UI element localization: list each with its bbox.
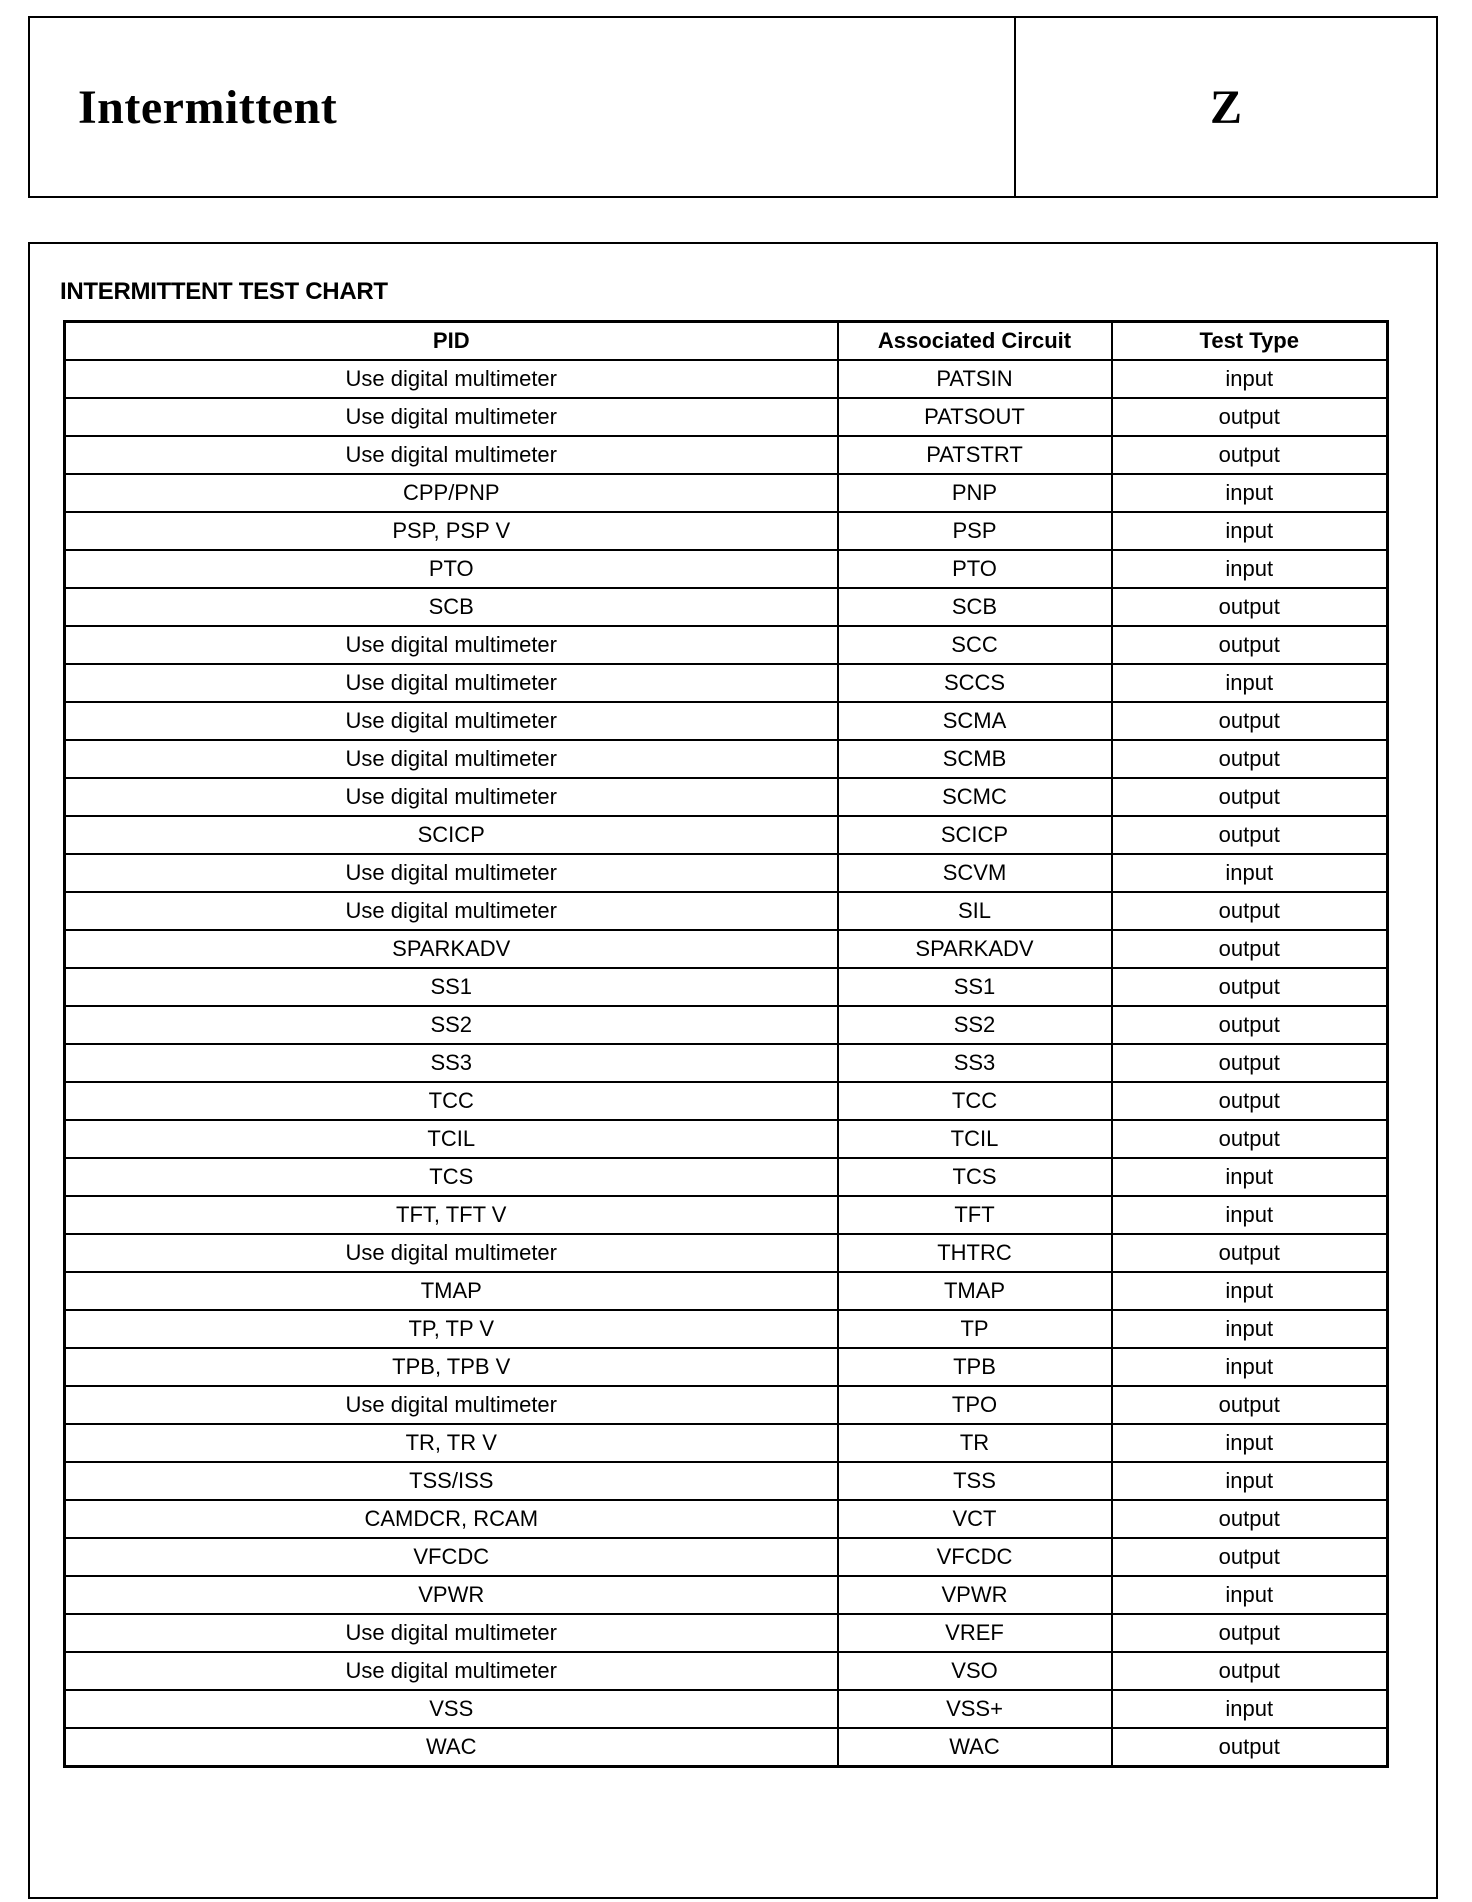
test-type-cell: input — [1112, 512, 1388, 550]
table-row — [65, 778, 1388, 816]
associated-circuit-cell: VCT — [838, 1500, 1112, 1538]
pid-cell: SCB — [65, 588, 838, 626]
associated-circuit-cell: TPB — [838, 1348, 1112, 1386]
table-row — [65, 854, 1388, 892]
table-row — [65, 930, 1388, 968]
associated-circuit-cell: PATSIN — [838, 360, 1112, 398]
pid-cell: TFT, TFT V — [65, 1196, 838, 1234]
test-type-cell: input — [1112, 664, 1388, 702]
intermittent-test-table — [63, 320, 1389, 1768]
pid-cell: CAMDCR, RCAM — [65, 1500, 838, 1538]
pid-cell: Use digital multimeter — [65, 1234, 838, 1272]
table-row — [65, 1082, 1388, 1120]
pid-cell: Use digital multimeter — [65, 702, 838, 740]
test-type-cell: output — [1112, 398, 1388, 436]
table-row — [65, 1272, 1388, 1310]
test-type-cell: input — [1112, 1272, 1388, 1310]
associated-circuit-cell: VSS+ — [838, 1690, 1112, 1728]
pid-cell: TP, TP V — [65, 1310, 838, 1348]
table-row — [65, 436, 1388, 474]
associated-circuit-cell: TP — [838, 1310, 1112, 1348]
test-type-cell: input — [1112, 550, 1388, 588]
test-type-cell: output — [1112, 1044, 1388, 1082]
test-type-cell: output — [1112, 1652, 1388, 1690]
column-header-associated-circuit: Associated Circuit — [838, 322, 1112, 361]
pid-cell: TSS/ISS — [65, 1462, 838, 1500]
test-type-cell: output — [1112, 1538, 1388, 1576]
test-type-cell: output — [1112, 930, 1388, 968]
pid-cell: TCS — [65, 1158, 838, 1196]
pid-cell: TMAP — [65, 1272, 838, 1310]
test-type-cell: output — [1112, 1386, 1388, 1424]
associated-circuit-cell: SIL — [838, 892, 1112, 930]
test-type-cell: output — [1112, 1082, 1388, 1120]
associated-circuit-cell: SCMB — [838, 740, 1112, 778]
table-body — [65, 360, 1388, 1767]
test-type-cell: output — [1112, 436, 1388, 474]
test-type-cell: output — [1112, 1728, 1388, 1767]
pid-cell: VSS — [65, 1690, 838, 1728]
table-row — [65, 1158, 1388, 1196]
associated-circuit-cell: SS2 — [838, 1006, 1112, 1044]
associated-circuit-cell: SCICP — [838, 816, 1112, 854]
associated-circuit-cell: TSS — [838, 1462, 1112, 1500]
pid-cell: VFCDC — [65, 1538, 838, 1576]
table-row — [65, 1348, 1388, 1386]
test-type-cell: input — [1112, 1462, 1388, 1500]
table-row — [65, 1424, 1388, 1462]
associated-circuit-cell: SPARKADV — [838, 930, 1112, 968]
test-type-cell: output — [1112, 1234, 1388, 1272]
table-row — [65, 1728, 1388, 1767]
test-type-cell: input — [1112, 1690, 1388, 1728]
table-row — [65, 550, 1388, 588]
test-type-cell: output — [1112, 1120, 1388, 1158]
table-row — [65, 1310, 1388, 1348]
associated-circuit-cell: PTO — [838, 550, 1112, 588]
pid-cell: Use digital multimeter — [65, 436, 838, 474]
associated-circuit-cell: SCMC — [838, 778, 1112, 816]
pid-cell: Use digital multimeter — [65, 664, 838, 702]
table-row — [65, 664, 1388, 702]
table-row — [65, 474, 1388, 512]
pid-cell: SCICP — [65, 816, 838, 854]
associated-circuit-cell: SCB — [838, 588, 1112, 626]
table-row — [65, 1690, 1388, 1728]
table-row — [65, 1044, 1388, 1082]
associated-circuit-cell: SCC — [838, 626, 1112, 664]
pid-cell: TPB, TPB V — [65, 1348, 838, 1386]
associated-circuit-cell: VSO — [838, 1652, 1112, 1690]
table-header-row — [65, 322, 1388, 361]
chart-title: INTERMITTENT TEST CHART — [60, 278, 388, 305]
associated-circuit-cell: PNP — [838, 474, 1112, 512]
associated-circuit-cell: TR — [838, 1424, 1112, 1462]
table-row — [65, 1120, 1388, 1158]
associated-circuit-cell: PATSOUT — [838, 398, 1112, 436]
pid-cell: TCIL — [65, 1120, 838, 1158]
section-letter: Z — [1209, 80, 1242, 134]
test-type-cell: output — [1112, 968, 1388, 1006]
pid-cell: TCC — [65, 1082, 838, 1120]
pid-cell: TR, TR V — [65, 1424, 838, 1462]
table-row — [65, 1006, 1388, 1044]
pid-cell: PSP, PSP V — [65, 512, 838, 550]
test-type-cell: input — [1112, 1310, 1388, 1348]
associated-circuit-cell: SCCS — [838, 664, 1112, 702]
pid-cell: WAC — [65, 1728, 838, 1767]
associated-circuit-cell: VREF — [838, 1614, 1112, 1652]
associated-circuit-cell: SCMA — [838, 702, 1112, 740]
pid-cell: SS1 — [65, 968, 838, 1006]
associated-circuit-cell: TPO — [838, 1386, 1112, 1424]
associated-circuit-cell: SS1 — [838, 968, 1112, 1006]
test-type-cell: input — [1112, 1196, 1388, 1234]
table-row — [65, 1614, 1388, 1652]
test-type-cell: input — [1112, 360, 1388, 398]
pid-cell: SS2 — [65, 1006, 838, 1044]
associated-circuit-cell: SCVM — [838, 854, 1112, 892]
pid-cell: Use digital multimeter — [65, 1614, 838, 1652]
pid-cell: Use digital multimeter — [65, 398, 838, 436]
test-type-cell: output — [1112, 892, 1388, 930]
column-header-test-type: Test Type — [1112, 322, 1388, 361]
associated-circuit-cell: TCIL — [838, 1120, 1112, 1158]
pid-cell: PTO — [65, 550, 838, 588]
associated-circuit-cell: SS3 — [838, 1044, 1112, 1082]
table-row — [65, 816, 1388, 854]
table-row — [65, 626, 1388, 664]
pid-cell: SPARKADV — [65, 930, 838, 968]
page-title: Intermittent — [78, 80, 338, 134]
associated-circuit-cell: TFT — [838, 1196, 1112, 1234]
table-row — [65, 1538, 1388, 1576]
table-row — [65, 1386, 1388, 1424]
associated-circuit-cell: TCC — [838, 1082, 1112, 1120]
test-type-cell: input — [1112, 854, 1388, 892]
table-row — [65, 1652, 1388, 1690]
column-header-pid: PID — [65, 322, 838, 361]
test-type-cell: output — [1112, 1500, 1388, 1538]
associated-circuit-cell: TMAP — [838, 1272, 1112, 1310]
test-type-cell: input — [1112, 474, 1388, 512]
associated-circuit-cell: THTRC — [838, 1234, 1112, 1272]
test-type-cell: output — [1112, 740, 1388, 778]
test-type-cell: output — [1112, 1006, 1388, 1044]
pid-cell: Use digital multimeter — [65, 360, 838, 398]
test-type-cell: input — [1112, 1158, 1388, 1196]
associated-circuit-cell: WAC — [838, 1728, 1112, 1767]
pid-cell: Use digital multimeter — [65, 626, 838, 664]
pid-cell: CPP/PNP — [65, 474, 838, 512]
test-type-cell: output — [1112, 588, 1388, 626]
test-type-cell: output — [1112, 778, 1388, 816]
test-type-cell: input — [1112, 1348, 1388, 1386]
test-type-cell: input — [1112, 1576, 1388, 1614]
associated-circuit-cell: PATSTRT — [838, 436, 1112, 474]
pid-cell: Use digital multimeter — [65, 1386, 838, 1424]
table-row — [65, 968, 1388, 1006]
associated-circuit-cell: TCS — [838, 1158, 1112, 1196]
table-row — [65, 588, 1388, 626]
table-row — [65, 1462, 1388, 1500]
associated-circuit-cell: PSP — [838, 512, 1112, 550]
pid-cell: VPWR — [65, 1576, 838, 1614]
table-row — [65, 740, 1388, 778]
header-box — [28, 16, 1438, 198]
test-type-cell: output — [1112, 1614, 1388, 1652]
pid-cell: Use digital multimeter — [65, 1652, 838, 1690]
test-type-cell: output — [1112, 626, 1388, 664]
table-row — [65, 1576, 1388, 1614]
test-type-cell: output — [1112, 702, 1388, 740]
table-row — [65, 360, 1388, 398]
associated-circuit-cell: VFCDC — [838, 1538, 1112, 1576]
associated-circuit-cell: VPWR — [838, 1576, 1112, 1614]
table-row — [65, 892, 1388, 930]
table-row — [65, 1196, 1388, 1234]
test-type-cell: output — [1112, 816, 1388, 854]
pid-cell: Use digital multimeter — [65, 854, 838, 892]
pid-cell: Use digital multimeter — [65, 740, 838, 778]
pid-cell: SS3 — [65, 1044, 838, 1082]
pid-cell: Use digital multimeter — [65, 778, 838, 816]
pid-cell: Use digital multimeter — [65, 892, 838, 930]
table-row — [65, 702, 1388, 740]
table-row — [65, 398, 1388, 436]
test-type-cell: input — [1112, 1424, 1388, 1462]
table-row — [65, 1500, 1388, 1538]
table-row — [65, 1234, 1388, 1272]
table-row — [65, 512, 1388, 550]
